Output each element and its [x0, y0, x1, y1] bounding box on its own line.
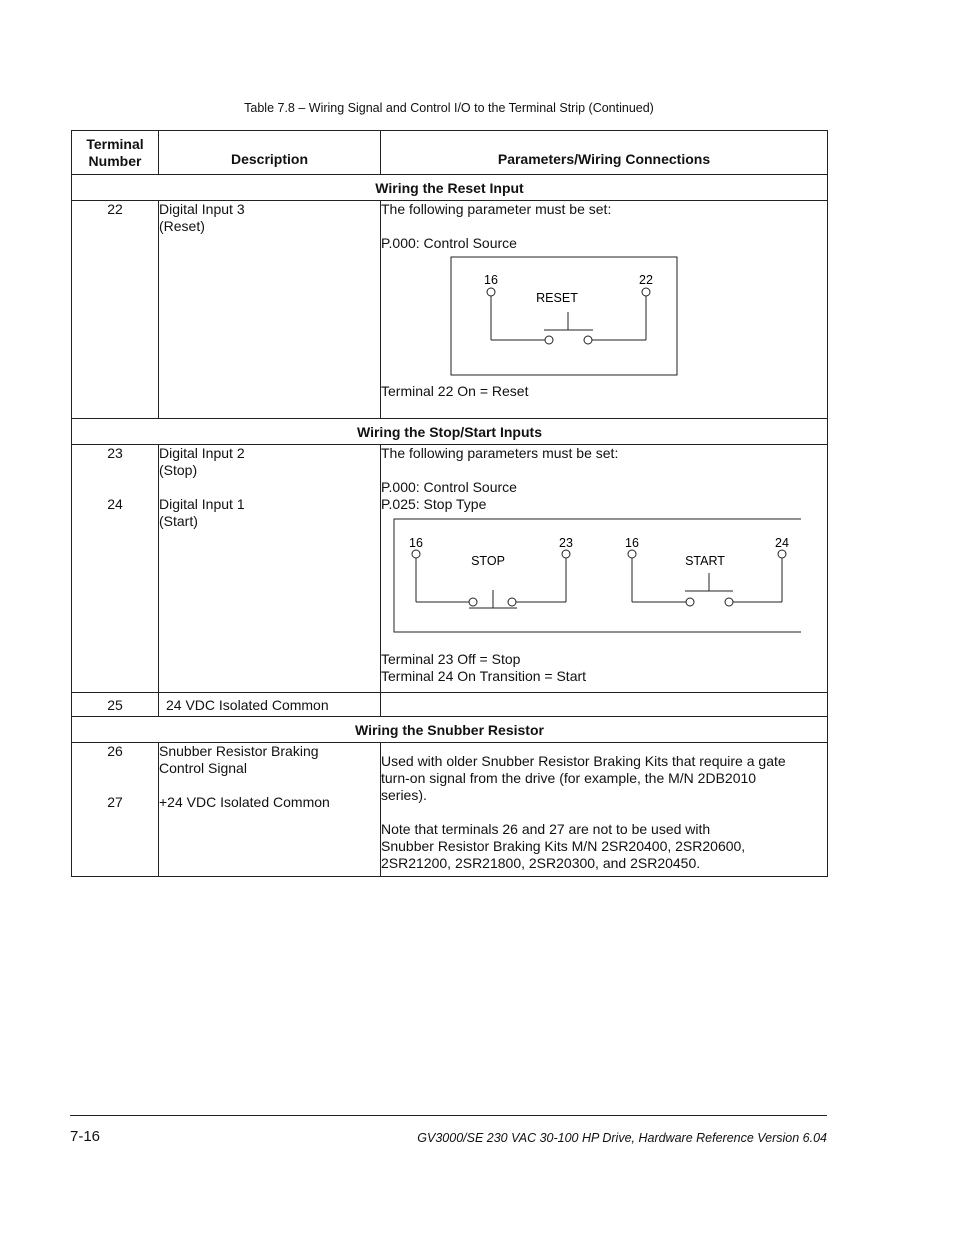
table-caption: Table 7.8 – Wiring Signal and Control I/O to the Terminal Strip (Continued) — [244, 101, 654, 115]
terminal-number: 26 27 — [72, 743, 159, 877]
footer-rule — [70, 1115, 827, 1116]
table-row-stop-start — [72, 445, 828, 693]
switch-label: START — [685, 554, 725, 568]
section-row-snubber — [72, 717, 828, 743]
terminal-label: 24 — [775, 536, 789, 550]
table-row-reset — [72, 201, 828, 419]
stop-start-wiring-diagram — [371, 513, 801, 645]
terminal-number: 25 — [72, 693, 159, 717]
section-title: Wiring the Reset Input — [72, 175, 828, 201]
parameters-cell: Used with older Snubber Resistor Braking Kits that require a gate turn-on signal from the drive (for example, the M/N 2DB2010 series). Note that terminals 26 and 27 are not to be used with Snubber Resistor Braking Kits M/N 2SR20400, 2SR20600, 2SR21200, 2SR21800, 2SR20300, and 2SR20450. — [381, 743, 828, 877]
terminal-label: 22 — [639, 273, 653, 287]
parameters-cell: The following parameters must be set: P.000: Control Source P.025: Stop Type 16 23 STOP 16 24 START Terminal 23 Off = Stop Terminal 24 On Transition = Start — [381, 445, 828, 693]
switch-label: STOP — [471, 554, 505, 568]
header-row — [72, 131, 828, 175]
description-cell: Snubber Resistor Braking Control Signal +24 VDC Isolated Common — [159, 743, 381, 877]
section-title: Wiring the Stop/Start Inputs — [72, 419, 828, 445]
header-terminal-number: Terminal Number — [72, 131, 159, 175]
reset-wiring-diagram — [381, 252, 811, 380]
terminal-number: 22 — [72, 201, 159, 419]
switch-label: RESET — [536, 291, 578, 305]
description-cell: 24 VDC Isolated Common — [159, 693, 381, 717]
document-title: GV3000/SE 230 VAC 30-100 HP Drive, Hardware Reference Version 6.04 — [417, 1131, 827, 1145]
terminal-label: 16 — [625, 536, 639, 550]
description-cell: Digital Input 2 (Stop) Digital Input 1 (Start) — [159, 445, 381, 693]
header-description: Description — [159, 131, 381, 175]
parameters-cell: The following parameter must be set: P.000: Control Source 16 22 RESET Terminal 22 On = Reset — [381, 201, 828, 419]
header-parameters: Parameters/Wiring Connections — [381, 131, 828, 175]
table-row-common — [72, 693, 828, 717]
terminal-label: 16 — [484, 273, 498, 287]
terminal-number: 23 24 — [72, 445, 159, 693]
table-row-snubber — [72, 743, 828, 877]
wiring-table — [71, 130, 828, 877]
section-title: Wiring the Snubber Resistor — [72, 717, 828, 743]
terminal-label: 16 — [409, 536, 423, 550]
page-number: 7-16 — [70, 1128, 101, 1145]
parameters-cell — [381, 693, 828, 717]
terminal-label: 23 — [559, 536, 573, 550]
description-cell: Digital Input 3 (Reset) — [159, 201, 381, 419]
section-row-stop-start — [72, 419, 828, 445]
section-row-reset — [72, 175, 828, 201]
